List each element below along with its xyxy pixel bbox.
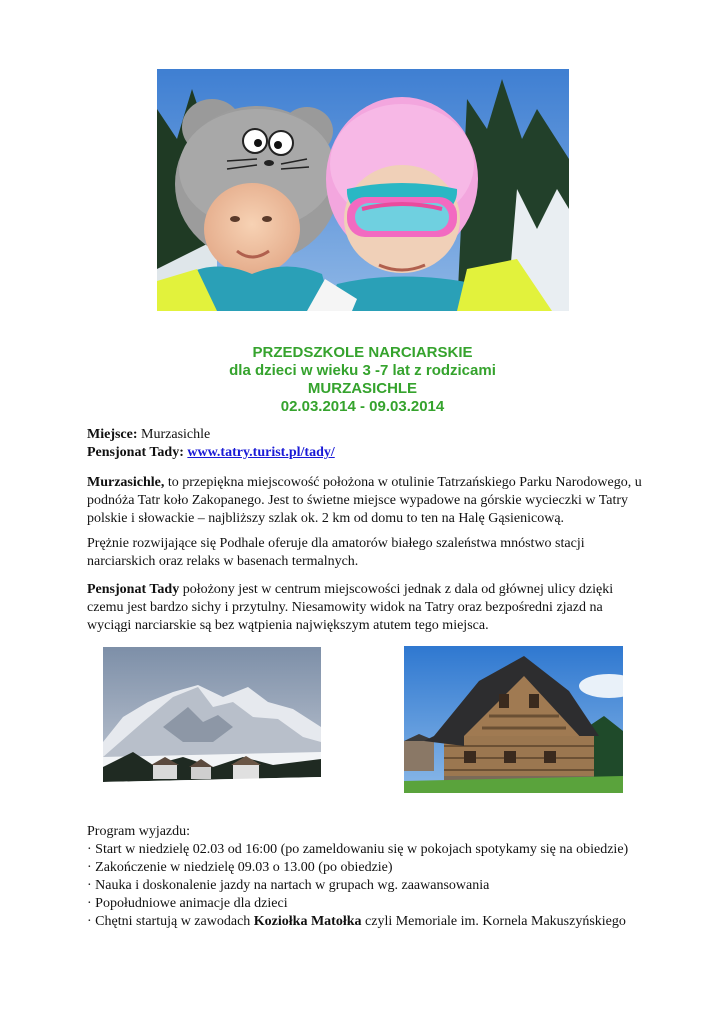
program-item-bold: Koziołka Matołka	[253, 914, 362, 929]
pension-label: Pensjonat Tady:	[87, 445, 184, 460]
program-title: Program wyjazdu:	[87, 824, 191, 839]
program-item: · Start w niedzielę 02.03 od 16:00 (po zameldowaniu się w pokojach spotykamy się na obiedzie)	[87, 842, 629, 857]
paragraph-text-murzasichle: to przepiękna miejscowość położona w otulinie Tatrzańskiego Parku Narodowego, u podnóża Tatr koło Zakopanego. Jest to świetne miejsce wypadowe na górskie wycieczki w Tatry polskie i słowackie – najbliższy szlak ok. 2 km od domu to ten na Halę Gąsienicową.	[87, 475, 642, 526]
paragraph-lead-murzasichle: Murzasichle,	[87, 475, 165, 490]
place-label: Miejsce:	[87, 427, 138, 442]
paragraph-text-pensjonat: położony jest w centrum miejscowości jednak z dala od głównej ulicy dzięki czemu jest bardzo sichy i przytulny. Niesamowity widok na Tatry oraz bezpośredni zjazd na wyciągi narciarskie są bez wątpienia największym atutem tego miejsca.	[87, 582, 614, 633]
heading-title: PRZEDSZKOLE NARCIARSKIE	[252, 344, 473, 361]
program-section	[87, 823, 647, 931]
program-item: · Popołudniowe animacje dla dzieci	[87, 896, 288, 911]
info-block	[87, 426, 647, 462]
paragraph-lead-pensjonat: Pensjonat Tady	[87, 582, 180, 597]
paragraph-murzasichle	[87, 474, 647, 528]
event-heading	[0, 344, 725, 416]
photo-tatra-mountains-village	[103, 647, 321, 792]
heading-location: MURZASICHLE	[307, 380, 418, 397]
program-item: · Zakończenie w niedzielę 09.03 o 13.00 (po obiedzie)	[87, 860, 393, 875]
hero-photo-children-ski-helmets	[157, 69, 569, 311]
pension-website-link[interactable]: www.tatry.turist.pl/tady/	[187, 445, 335, 460]
pension-line	[87, 444, 647, 462]
paragraph-podhale: Prężnie rozwijające się Podhale oferuje dla amatorów białego szaleństwa mnóstwo stacji narciarskich oraz relaks w basenach termalnych.	[87, 536, 585, 569]
photo-pensjonat-tady-house	[404, 646, 623, 793]
program-item	[87, 913, 647, 931]
heading-dates: 02.03.2014 - 09.03.2014	[280, 398, 445, 415]
program-item: · Nauka i doskonalenie jazdy na nartach w grupach wg. zaawansowania	[87, 878, 490, 893]
program-list	[87, 841, 647, 931]
program-item-prefix: · Chętni startują w zawodach	[87, 914, 254, 929]
program-item-suffix: czyli Memoriale im. Kornela Makuszyńskiego	[361, 914, 626, 929]
paragraph-pensjonat	[87, 581, 647, 635]
place-line	[87, 426, 647, 444]
place-value: Murzasichle	[137, 427, 211, 442]
heading-age-range: dla dzieci w wieku 3 -7 lat z rodzicami	[229, 362, 496, 379]
